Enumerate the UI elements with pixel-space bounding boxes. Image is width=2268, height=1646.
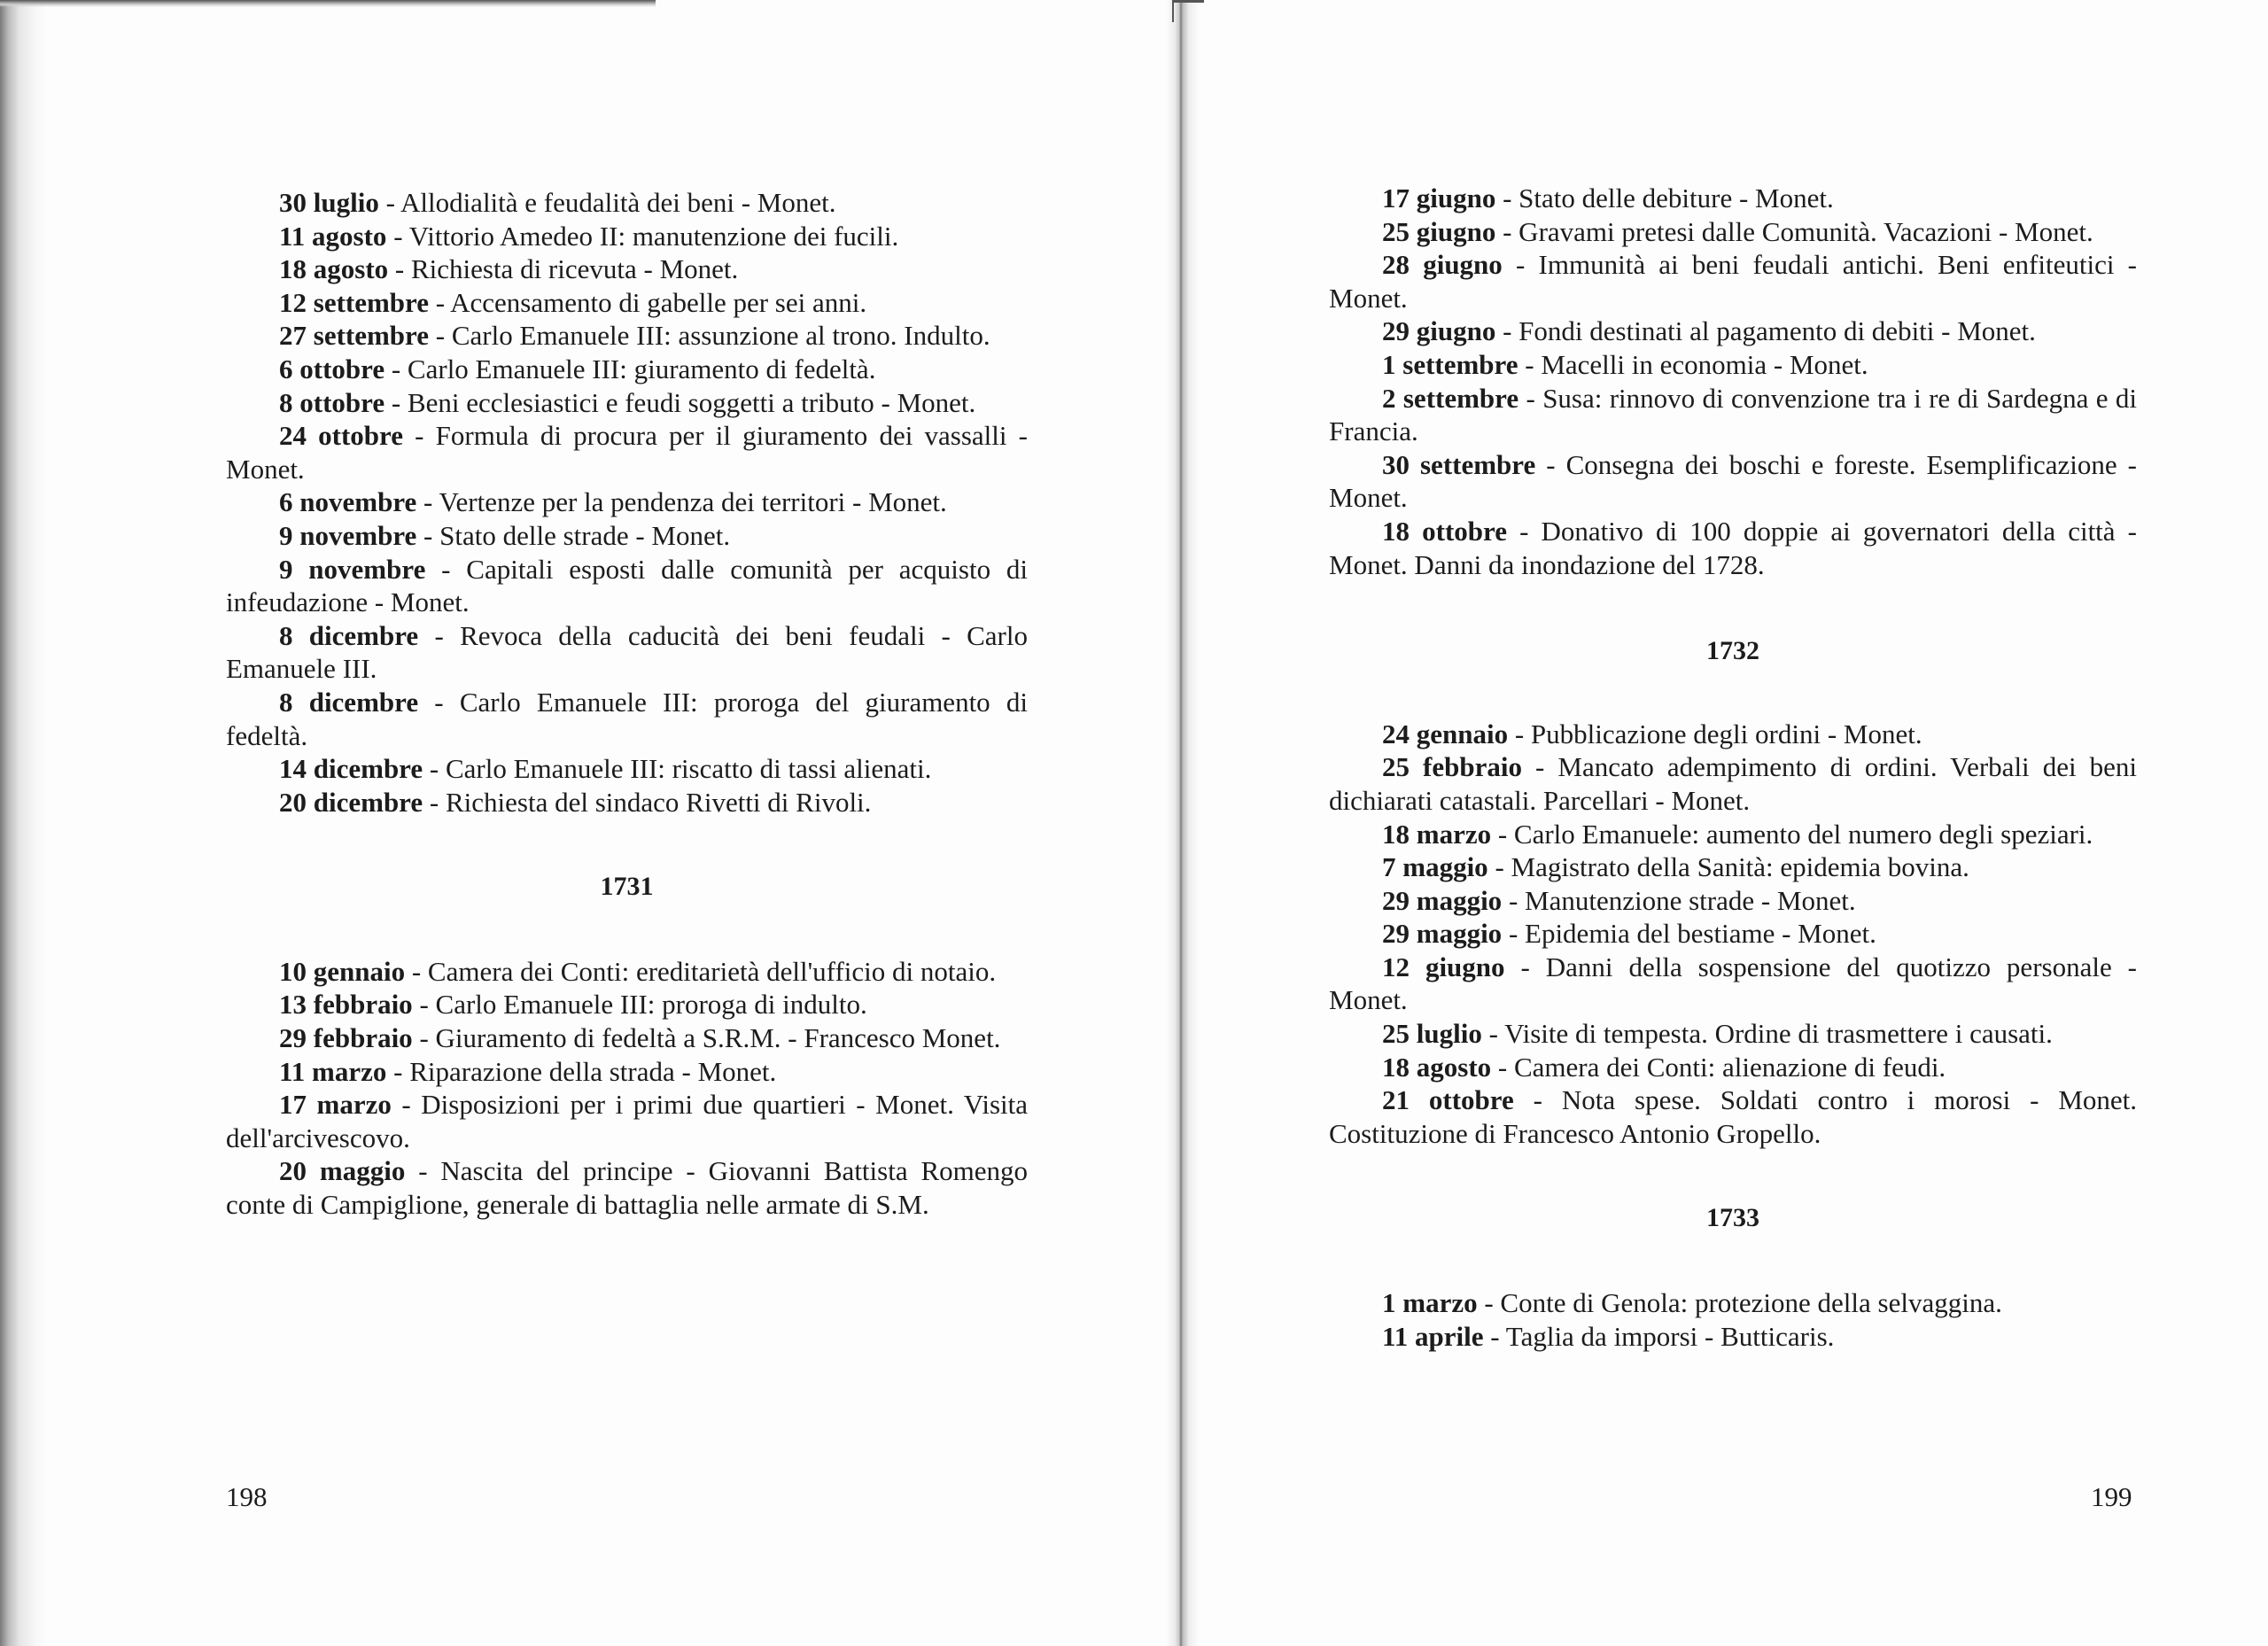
entry-text: - Carlo Emanuele III: riscatto di tassi alienati. bbox=[423, 753, 932, 785]
entry-text: - Immunità ai beni feudali antichi. Beni enfiteutici - Monet. bbox=[1329, 249, 2137, 314]
entry-text: - Stato delle debiture - Monet. bbox=[1495, 182, 1834, 214]
chronology-entry bbox=[1329, 917, 2137, 951]
right-page-text-column bbox=[1329, 182, 2137, 1353]
entry-text: - Richiesta di ricevuta - Monet. bbox=[388, 253, 739, 285]
entry-text: - Stato delle strade - Monet. bbox=[416, 519, 731, 551]
entry-date: 18 marzo bbox=[1382, 818, 1492, 850]
entry-date: 29 maggio bbox=[1382, 918, 1503, 950]
entry-date: 7 maggio bbox=[1382, 851, 1488, 883]
chronology-entry bbox=[226, 1154, 1028, 1221]
chronology-entry bbox=[226, 752, 1028, 786]
entry-date: 17 giugno bbox=[1382, 182, 1496, 214]
chronology-entry bbox=[1329, 1051, 2137, 1084]
entry-text: - Riparazione della strada - Monet. bbox=[386, 1055, 777, 1087]
page-number-right: 199 bbox=[2091, 1481, 2132, 1512]
chronology-entry bbox=[226, 353, 1028, 386]
chronology-entry bbox=[1329, 884, 2137, 918]
entry-text: - Donativo di 100 doppie ai governatori della città - Monet. Danni da inondazione del 1728. bbox=[1329, 515, 2137, 580]
entry-text: - Nascita del principe - Giovanni Battista Romengo conte di Campiglione, generale di battaglia nelle armate di S.M. bbox=[226, 1155, 1029, 1221]
entry-date: 9 novembre bbox=[279, 519, 417, 551]
entries-1731-continued bbox=[1329, 182, 2137, 581]
entry-date: 25 febbraio bbox=[1382, 751, 1522, 783]
entry-text: - Visite di tempesta. Ordine di trasmettere i causati. bbox=[1481, 1018, 2053, 1050]
page-number-left: 198 bbox=[226, 1481, 268, 1512]
entry-text: - Manutenzione strade - Monet. bbox=[1502, 884, 1856, 916]
entry-date: 11 aprile bbox=[1382, 1320, 1484, 1352]
entry-date: 18 ottobre bbox=[1382, 515, 1507, 547]
chronology-entry bbox=[226, 519, 1028, 553]
chronology-entry bbox=[1329, 382, 2137, 448]
chronology-entry bbox=[1329, 248, 2137, 314]
chronology-entry bbox=[226, 955, 1028, 989]
chronology-entry bbox=[226, 252, 1028, 286]
chronology-entry bbox=[1329, 1017, 2137, 1051]
entry-date: 24 gennaio bbox=[1382, 718, 1509, 749]
entry-date: 6 novembre bbox=[279, 486, 417, 518]
chronology-entry bbox=[1329, 348, 2137, 382]
entry-date: 6 ottobre bbox=[279, 353, 385, 384]
entry-date: 18 agosto bbox=[1382, 1051, 1492, 1083]
entry-date: 17 marzo bbox=[279, 1089, 392, 1121]
chronology-entry bbox=[226, 186, 1028, 220]
left-page-edge bbox=[0, 0, 46, 1646]
entry-text: - Macelli in economia - Monet. bbox=[1518, 348, 1868, 380]
entry-text: - Vertenze per la pendenza dei territori - Monet. bbox=[416, 486, 947, 518]
year-heading-1733: 1733 bbox=[1706, 1203, 1759, 1233]
entry-text: - Carlo Emanuele: aumento del numero degli speziari. bbox=[1491, 818, 2093, 850]
year-heading-1731: 1731 bbox=[600, 872, 654, 902]
chronology-entry bbox=[1329, 314, 2137, 348]
entry-text: - Accensamento di gabelle per sei anni. bbox=[429, 286, 867, 318]
entry-date: 24 ottobre bbox=[279, 420, 404, 452]
chronology-entry bbox=[226, 419, 1028, 485]
entry-date: 12 giugno bbox=[1382, 951, 1505, 982]
entry-date: 30 luglio bbox=[279, 187, 379, 218]
gutter-corner-mark bbox=[1172, 0, 1204, 22]
entry-date: 8 ottobre bbox=[279, 386, 385, 418]
chronology-entry bbox=[1329, 1320, 2137, 1354]
entry-date: 25 giugno bbox=[1382, 215, 1496, 247]
entry-text: - Magistrato della Sanità: epidemia bovina. bbox=[1487, 851, 1969, 883]
entry-date: 28 giugno bbox=[1382, 249, 1503, 281]
chronology-entry bbox=[1329, 182, 2137, 215]
chronology-entry bbox=[226, 988, 1028, 1021]
entry-date: 8 dicembre bbox=[279, 686, 419, 718]
chronology-entry bbox=[226, 1088, 1028, 1154]
year-heading-1732: 1732 bbox=[1706, 636, 1759, 666]
entry-date: 1 marzo bbox=[1382, 1287, 1478, 1319]
chronology-entry bbox=[226, 319, 1028, 353]
entry-date: 11 marzo bbox=[279, 1055, 387, 1087]
chronology-entry bbox=[226, 286, 1028, 320]
entry-text: - Capitali esposti dalle comunità per acquisto di infeudazione - Monet. bbox=[226, 553, 1029, 618]
entry-text: - Richiesta del sindaco Rivetti di Rivoli. bbox=[423, 786, 872, 818]
entry-text: - Disposizioni per i primi due quartieri - Monet. Visita dell'arcivescovo. bbox=[226, 1089, 1028, 1153]
entry-date: 29 giugno bbox=[1382, 315, 1496, 347]
chronology-entry bbox=[1329, 850, 2137, 884]
entry-text: - Gravami pretesi dalle Comunità. Vacazioni - Monet. bbox=[1495, 215, 2093, 247]
entry-date: 25 luglio bbox=[1382, 1018, 1482, 1050]
chronology-entry bbox=[1329, 951, 2137, 1017]
entry-date: 1 settembre bbox=[1382, 348, 1518, 380]
chronology-entry bbox=[1329, 515, 2137, 581]
chronology-entry bbox=[226, 1055, 1028, 1089]
chronology-entry bbox=[226, 1021, 1028, 1055]
chronology-entry bbox=[1329, 215, 2137, 249]
entry-text: - Carlo Emanuele III: proroga di indulto. bbox=[412, 989, 867, 1021]
entry-date: 30 settembre bbox=[1382, 448, 1536, 480]
entry-date: 18 agosto bbox=[279, 253, 389, 285]
entry-date: 14 dicembre bbox=[279, 753, 423, 785]
entry-text: - Fondi destinati al pagamento di debiti - Monet. bbox=[1495, 315, 2036, 347]
chronology-entry bbox=[1329, 1083, 2137, 1150]
entry-text: - Taglia da imporsi - Butticaris. bbox=[1483, 1320, 1835, 1352]
entry-text: - Carlo Emanuele III: proroga del giuramento di fedeltà. bbox=[226, 686, 1028, 751]
entries-1732 bbox=[1329, 718, 2137, 1151]
entry-date: 11 agosto bbox=[279, 220, 387, 252]
entry-date: 20 maggio bbox=[279, 1155, 406, 1187]
chronology-entry bbox=[226, 553, 1028, 619]
entry-text: - Carlo Emanuele III: assunzione al trono. Indulto. bbox=[429, 320, 990, 352]
entry-text: - Susa: rinnovo di convenzione tra i re di Sardegna e di Francia. bbox=[1329, 382, 2137, 447]
entry-text: - Revoca della caducità dei beni feudali - Carlo Emanuele III. bbox=[226, 619, 1028, 685]
entry-date: 12 settembre bbox=[279, 286, 430, 318]
chronology-entry bbox=[1329, 818, 2137, 851]
entry-text: - Nota spese. Soldati contro i morosi - Monet. Costituzione di Francesco Antonio Gropello. bbox=[1329, 1084, 2137, 1149]
entry-text: - Epidemia del bestiame - Monet. bbox=[1502, 918, 1876, 950]
chronology-entry bbox=[226, 386, 1028, 420]
entries-1733 bbox=[1329, 1286, 2137, 1353]
entry-date: 27 settembre bbox=[279, 320, 430, 352]
chronology-entry bbox=[226, 786, 1028, 819]
entry-date: 8 dicembre bbox=[279, 619, 419, 651]
left-page-text-column bbox=[226, 186, 1028, 1222]
entries-1730-continued bbox=[226, 186, 1028, 819]
entry-text: - Pubblicazione degli ordini - Monet. bbox=[1508, 718, 1922, 749]
entry-text: - Beni ecclesiastici e feudi soggetti a tributo - Monet. bbox=[384, 386, 976, 418]
entry-date: 29 febbraio bbox=[279, 1022, 413, 1054]
entry-text: - Vittorio Amedeo II: manutenzione dei fucili. bbox=[386, 220, 899, 252]
entry-date: 9 novembre bbox=[279, 553, 426, 585]
entry-text: - Mancato adempimento di ordini. Verbali dei beni dichiarati catastali. Parcellari - Monet. bbox=[1329, 751, 2138, 816]
chronology-entry bbox=[226, 619, 1028, 686]
entry-text: - Carlo Emanuele III: giuramento di fedeltà. bbox=[384, 353, 876, 384]
entry-date: 20 dicembre bbox=[279, 786, 423, 818]
entry-date: 10 gennaio bbox=[279, 955, 406, 987]
entry-text: - Conte di Genola: protezione della selvaggina. bbox=[1477, 1287, 2002, 1319]
chronology-entry bbox=[1329, 448, 2137, 515]
chronology-entry bbox=[1329, 718, 2137, 751]
left-page-top-edge bbox=[0, 0, 656, 7]
entries-1731 bbox=[226, 955, 1028, 1222]
entry-date: 21 ottobre bbox=[1382, 1084, 1514, 1116]
chronology-entry bbox=[226, 686, 1028, 752]
entry-date: 13 febbraio bbox=[279, 989, 413, 1021]
chronology-entry bbox=[1329, 750, 2137, 817]
entry-date: 29 maggio bbox=[1382, 884, 1503, 916]
chronology-entry bbox=[1329, 1286, 2137, 1320]
chronology-entry bbox=[226, 485, 1028, 519]
entry-date: 2 settembre bbox=[1382, 382, 1519, 414]
entry-text: - Danni della sospensione del quotizzo personale - Monet. bbox=[1329, 951, 2137, 1016]
book-gutter bbox=[1166, 0, 1200, 1646]
entry-text: - Formula di procura per il giuramento dei vassalli - Monet. bbox=[226, 420, 1028, 485]
entry-text: - Giuramento di fedeltà a S.R.M. - Francesco Monet. bbox=[412, 1022, 1001, 1054]
entry-text: - Allodialità e feudalità dei beni - Monet. bbox=[378, 187, 836, 218]
entry-text: - Camera dei Conti: alienazione di feudi. bbox=[1491, 1051, 1946, 1083]
chronology-entry bbox=[226, 220, 1028, 253]
entry-text: - Camera dei Conti: ereditarietà dell'ufficio di notaio. bbox=[405, 955, 997, 987]
entry-text: - Consegna dei boschi e foreste. Esemplificazione - Monet. bbox=[1329, 448, 2137, 514]
